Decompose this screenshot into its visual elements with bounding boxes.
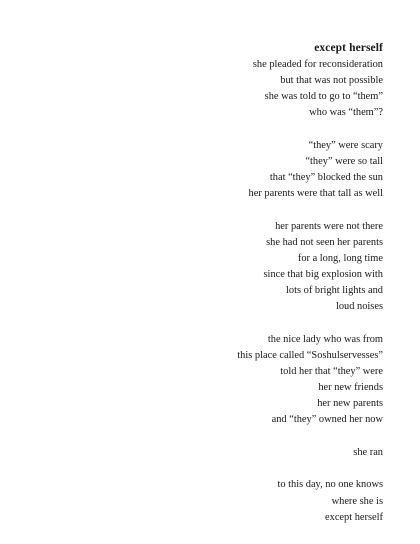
poem-line: her parents were that tall as well [248, 188, 383, 200]
poem-line: she pleaded for reconsideration [252, 59, 383, 70]
poem-line: this place called “Soshulservesses” [237, 349, 383, 361]
poem-line: the nice lady who was from [267, 333, 383, 345]
poem-line: told her that “they” were [280, 366, 383, 377]
poem-line: and “they” owned her now [271, 414, 383, 426]
poem-line: who was “them”? [309, 107, 383, 119]
poem-line: she had not seen her parents [266, 236, 383, 248]
poem-line: lots of bright lights and [286, 285, 383, 297]
poem-line: her new friends [318, 382, 383, 394]
poem-line: her new parents [317, 398, 383, 410]
poem-line: she was told to go to “them” [264, 91, 383, 103]
stanza-gap [43, 202, 383, 219]
stanza-1 [43, 57, 383, 121]
poem-line: since that big explosion with [263, 269, 383, 281]
stanza-5 [43, 445, 383, 461]
poem-line: “they” were scary [308, 139, 383, 151]
poem-title: except herself [314, 42, 383, 54]
poem [43, 40, 383, 526]
poem-line: that “they” blocked the sun [269, 172, 383, 184]
poem-line: loud noises [335, 301, 383, 313]
stanza-2 [43, 138, 383, 202]
poem-line: but that was not possible [280, 75, 383, 87]
stanza-6 [43, 477, 383, 525]
poem-line: for a long, long time [297, 252, 383, 264]
poem-line: to this day, no one knows [277, 479, 383, 491]
poem-line: except herself [325, 511, 383, 523]
stanza-gap [43, 461, 383, 478]
poem-line: where she is [331, 495, 383, 507]
stanza-3 [43, 219, 383, 316]
poem-line: she ran [353, 446, 383, 458]
stanza-gap [43, 315, 383, 332]
stanza-4 [43, 332, 383, 429]
poem-line: her parents were not there [275, 220, 383, 232]
poem-line: “they” were so tall [305, 155, 383, 167]
stanza-gap [43, 121, 383, 138]
stanza-gap [43, 428, 383, 445]
